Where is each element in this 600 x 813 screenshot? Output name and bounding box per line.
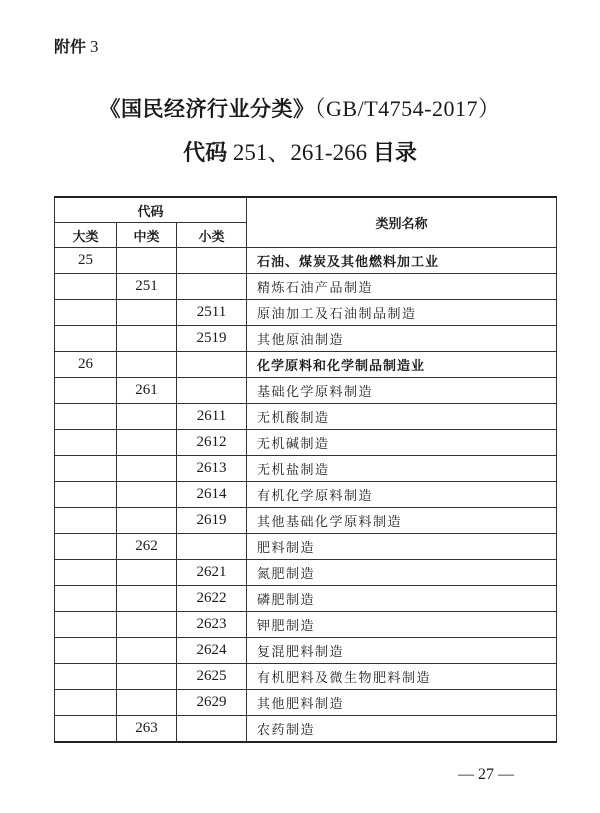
category-name: 无机盐制造 [247, 456, 557, 482]
code-minor: 2622 [177, 586, 247, 612]
code-medium [117, 664, 177, 690]
code-minor: 2519 [177, 326, 247, 352]
code-medium [117, 248, 177, 274]
category-name: 农药制造 [247, 716, 557, 743]
code-medium: 262 [117, 534, 177, 560]
code-minor [177, 534, 247, 560]
table-row [55, 690, 557, 716]
table-row [55, 612, 557, 638]
code-major [55, 274, 117, 300]
code-minor: 2611 [177, 404, 247, 430]
code-minor: 2613 [177, 456, 247, 482]
title-code-label: 代码 [183, 140, 228, 166]
header-medium: 中类 [117, 223, 177, 248]
table-row [55, 456, 557, 482]
table-row [55, 300, 557, 326]
title-code-range: 251、261-266 [227, 140, 373, 165]
code-minor: 2629 [177, 690, 247, 716]
annex-label [54, 34, 99, 57]
industry-classification-table [54, 196, 557, 743]
page-number: — 27 — [458, 766, 514, 783]
category-name: 肥料制造 [247, 534, 557, 560]
table-row [55, 274, 557, 300]
code-major [55, 586, 117, 612]
code-major [55, 378, 117, 404]
code-minor: 2623 [177, 612, 247, 638]
code-major [55, 612, 117, 638]
table-row [55, 482, 557, 508]
code-major [55, 716, 117, 743]
document-title-line1 [0, 92, 600, 123]
table-row [55, 638, 557, 664]
code-medium: 263 [117, 716, 177, 743]
code-major [55, 456, 117, 482]
code-medium [117, 404, 177, 430]
category-name: 化学原料和化学制品制造业 [247, 352, 557, 378]
code-medium [117, 300, 177, 326]
code-minor: 2625 [177, 664, 247, 690]
title-catalog-label: 目录 [372, 140, 417, 166]
code-medium [117, 638, 177, 664]
header-code-group: 代码 [55, 197, 247, 223]
title-standard-code: （GB/T4754-2017） [314, 96, 501, 121]
code-minor: 2624 [177, 638, 247, 664]
category-name: 复混肥料制造 [247, 638, 557, 664]
table-row [55, 326, 557, 352]
category-name: 有机肥料及微生物肥料制造 [247, 664, 557, 690]
category-name: 氮肥制造 [247, 560, 557, 586]
code-minor: 2511 [177, 300, 247, 326]
category-name: 精炼石油产品制造 [247, 274, 557, 300]
table-body [55, 248, 557, 743]
code-medium [117, 612, 177, 638]
table-row [55, 508, 557, 534]
code-major [55, 404, 117, 430]
code-minor: 2619 [177, 508, 247, 534]
document-title-line2 [0, 134, 600, 167]
table-row [55, 664, 557, 690]
code-medium [117, 508, 177, 534]
code-minor [177, 352, 247, 378]
header-minor: 小类 [177, 223, 247, 248]
code-major [55, 482, 117, 508]
code-minor [177, 274, 247, 300]
code-major [55, 560, 117, 586]
table-row [55, 248, 557, 274]
header-major: 大类 [55, 223, 117, 248]
table-row [55, 560, 557, 586]
table-row [55, 716, 557, 743]
category-name: 钾肥制造 [247, 612, 557, 638]
code-minor: 2612 [177, 430, 247, 456]
category-name: 基础化学原料制造 [247, 378, 557, 404]
category-name: 其他原油制造 [247, 326, 557, 352]
code-medium [117, 430, 177, 456]
category-name: 其他肥料制造 [247, 690, 557, 716]
table-row [55, 378, 557, 404]
code-minor [177, 248, 247, 274]
category-name: 无机酸制造 [247, 404, 557, 430]
code-major [55, 690, 117, 716]
code-major [55, 430, 117, 456]
code-medium [117, 326, 177, 352]
category-name: 其他基础化学原料制造 [247, 508, 557, 534]
code-major: 25 [55, 248, 117, 274]
header-category-name: 类别名称 [247, 197, 557, 248]
annex-number: 3 [90, 37, 99, 56]
title-classification: 《国民经济行业分类》 [99, 96, 315, 121]
table-header [55, 197, 557, 248]
annex-text: 附件 [54, 37, 87, 56]
table-row [55, 534, 557, 560]
code-minor [177, 378, 247, 404]
code-medium: 251 [117, 274, 177, 300]
table-row [55, 586, 557, 612]
code-major [55, 508, 117, 534]
code-medium [117, 560, 177, 586]
table-row [55, 352, 557, 378]
code-major [55, 326, 117, 352]
category-name: 无机碱制造 [247, 430, 557, 456]
code-medium: 261 [117, 378, 177, 404]
code-medium [117, 352, 177, 378]
category-name: 磷肥制造 [247, 586, 557, 612]
category-name: 有机化学原料制造 [247, 482, 557, 508]
code-medium [117, 482, 177, 508]
code-major [55, 300, 117, 326]
code-major: 26 [55, 352, 117, 378]
code-major [55, 534, 117, 560]
code-major [55, 664, 117, 690]
category-name: 原油加工及石油制品制造 [247, 300, 557, 326]
code-major [55, 638, 117, 664]
code-minor [177, 716, 247, 743]
code-medium [117, 586, 177, 612]
category-name: 石油、煤炭及其他燃料加工业 [247, 248, 557, 274]
code-medium [117, 690, 177, 716]
code-minor: 2614 [177, 482, 247, 508]
code-minor: 2621 [177, 560, 247, 586]
table-row [55, 404, 557, 430]
code-medium [117, 456, 177, 482]
table-row [55, 430, 557, 456]
